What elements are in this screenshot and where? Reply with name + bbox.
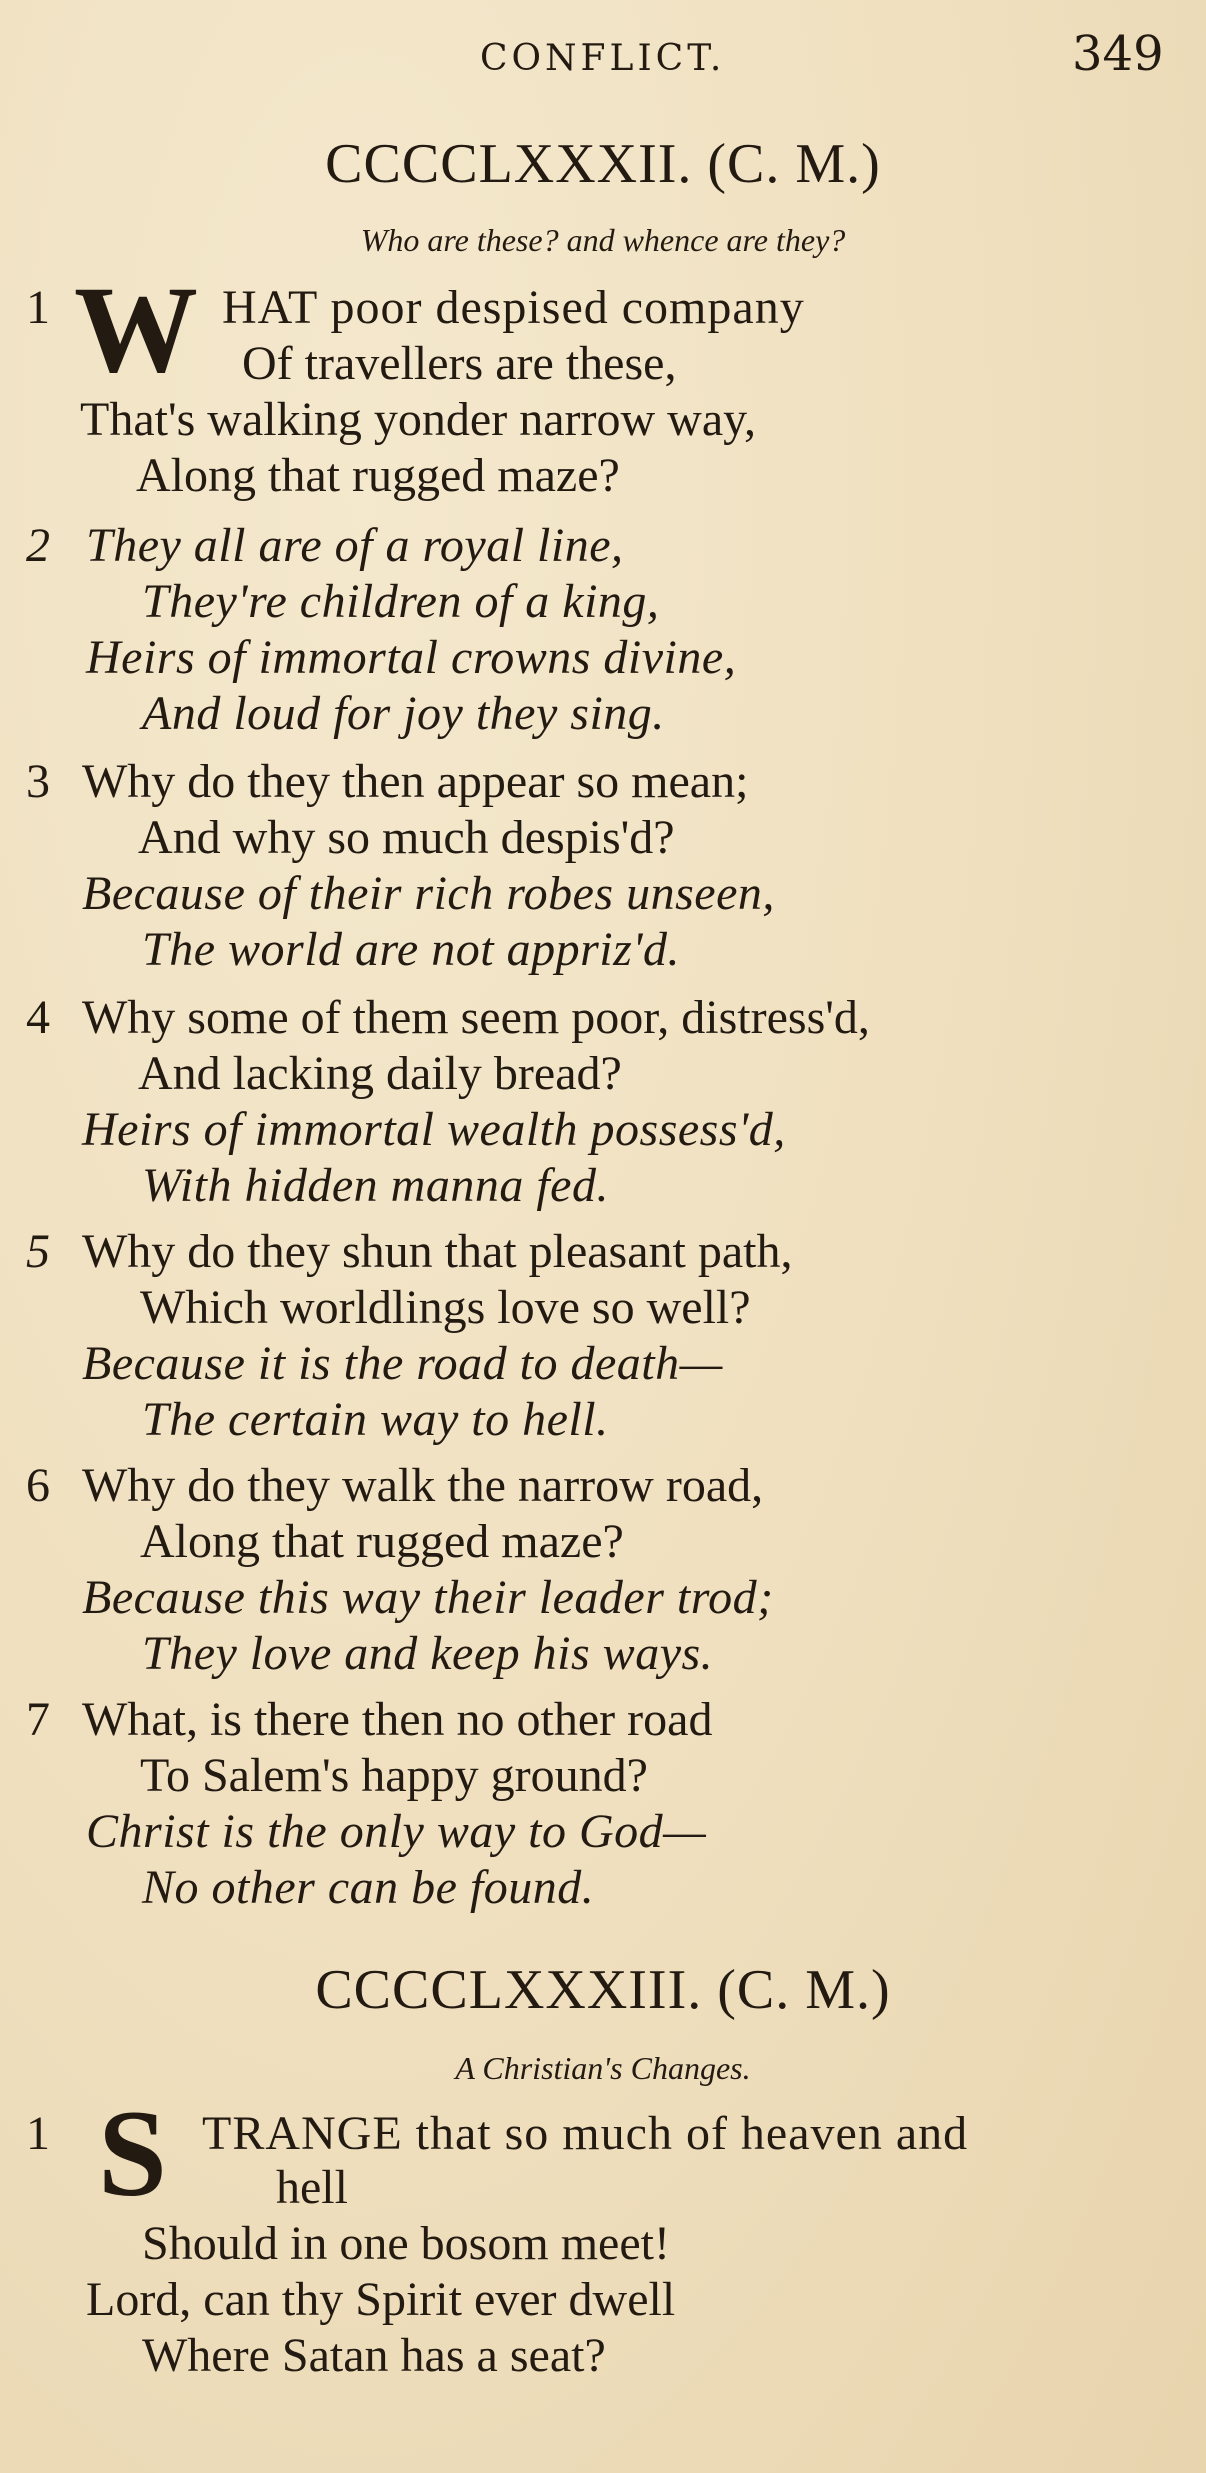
hymn-line: And loud for joy they sing. [142, 687, 665, 740]
verse-number: 6 [26, 1459, 50, 1512]
hymn-line: hell [276, 2161, 348, 2214]
hymn-line: They're children of a king, [142, 575, 660, 628]
verse-number: 3 [26, 755, 50, 808]
hymn-line: Because this way their leader trod; [82, 1571, 774, 1624]
verse-number: 1 [26, 2107, 50, 2160]
hymn-line: That's walking yonder narrow way, [80, 393, 757, 446]
page-number: 349 [1072, 26, 1164, 82]
hymn-number: CCCCLXXXIII. (C. M.) [315, 1959, 891, 2021]
verse-number: 7 [26, 1693, 50, 1746]
hymn-subtitle: Who are these? and whence are they? [360, 222, 846, 258]
hymn-line: Heirs of immortal wealth possess'd, [82, 1103, 786, 1156]
hymn-line: Why do they then appear so mean; [82, 755, 749, 808]
hymn-line: Why some of them seem poor, distress'd, [82, 991, 870, 1044]
hymn-line: Which worldlings love so well? [140, 1281, 751, 1334]
drop-cap: W [74, 261, 198, 398]
hymn-line: Where Satan has a seat? [142, 2329, 606, 2382]
hymn-number: CCCCLXXXII. (C. M.) [325, 133, 881, 195]
drop-cap: S [98, 2085, 167, 2222]
hymn-line: What, is there then no other road [82, 1693, 713, 1746]
hymn-line: Because it is the road to death— [82, 1337, 723, 1390]
hymn-line: Of travellers are these, [242, 337, 677, 390]
hymn-line: Lord, can thy Spirit ever dwell [86, 2273, 676, 2326]
hymn-line: Because of their rich robes unseen, [82, 867, 775, 920]
hymn-line: And lacking daily bread? [138, 1047, 622, 1100]
hymn-line: HAT poor despised company [222, 281, 805, 334]
hymn-line: Along that rugged maze? [136, 449, 620, 502]
verse-number: 1 [26, 281, 50, 334]
hymn-line: TRANGE that so much of heaven and [202, 2107, 969, 2160]
hymn-subtitle: A Christian's Changes. [455, 2050, 751, 2086]
hymn-line: Why do they walk the narrow road, [82, 1459, 764, 1512]
hymn-line: No other can be found. [142, 1861, 595, 1914]
hymn-line: Should in one bosom meet! [142, 2217, 670, 2270]
hymn-line: To Salem's happy ground? [140, 1749, 648, 1802]
verse-number: 4 [26, 991, 50, 1044]
verse-number: 2 [26, 519, 50, 572]
hymn-line: And why so much despis'd? [138, 811, 675, 864]
hymn-line: Why do they shun that pleasant path, [82, 1225, 793, 1278]
hymn-line: Christ is the only way to God— [86, 1805, 707, 1858]
hymn-line: They all are of a royal line, [86, 519, 624, 572]
hymn-line: Heirs of immortal crowns divine, [86, 631, 737, 684]
hymn-line: Along that rugged maze? [140, 1515, 624, 1568]
hymn-line: The certain way to hell. [142, 1393, 609, 1446]
hymn-line: The world are not appriz'd. [142, 923, 681, 976]
running-title: CONFLICT. [480, 38, 726, 79]
hymn-line: With hidden manna fed. [142, 1159, 609, 1212]
verse-number: 5 [26, 1225, 50, 1278]
hymn-line: They love and keep his ways. [142, 1627, 714, 1680]
